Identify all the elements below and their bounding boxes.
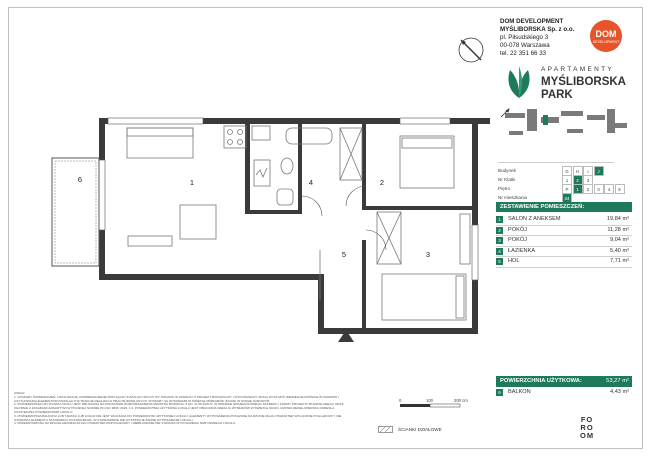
info-grid-cell: I	[583, 166, 593, 176]
room-number-1: 1	[189, 178, 195, 187]
bedroom2-wall	[362, 124, 366, 210]
compass-icon	[455, 34, 487, 66]
scale-100: 100	[426, 398, 433, 403]
info-grid-cell: 2	[583, 184, 593, 194]
room-area: 11,28 m²	[607, 226, 629, 233]
room-number-5: 5	[341, 250, 347, 259]
balcony-area: 4,43 m²	[610, 389, 629, 395]
room-row	[496, 236, 632, 246]
window-bedroom2	[400, 118, 450, 124]
burner-icon	[228, 140, 233, 145]
info-grid-cell: 3	[594, 184, 604, 194]
info-grid-cell: 34	[562, 193, 572, 203]
room-row-divider	[496, 267, 632, 268]
logo-sub: DEVELOPMENT	[592, 39, 620, 44]
room-area: 7,71 m²	[610, 258, 629, 264]
bottom-wall	[318, 328, 478, 334]
info-grid-label: Budynek	[498, 168, 516, 173]
info-grid-cell: H	[573, 166, 583, 176]
info-grid-row	[498, 175, 614, 184]
developer-name: DOM DEVELOPMENT	[500, 18, 564, 25]
foroom-line1: FO	[580, 415, 594, 424]
kitchen-sink-icon	[256, 168, 267, 177]
developer-city: 00-078 Warszawa	[500, 42, 550, 49]
kitchen-counter	[254, 160, 270, 186]
sofa-back	[127, 128, 193, 136]
door-bath	[302, 196, 322, 216]
info-grid-cell: 5	[615, 184, 625, 194]
desk	[460, 214, 470, 264]
window-bedroom3	[472, 225, 478, 280]
room-area: 9,04 m²	[610, 237, 629, 243]
room-num: 1	[496, 216, 503, 223]
room-number-4: 4	[308, 178, 314, 187]
partition-walls-label: ŚCIANKI DZIAŁOWE	[398, 427, 442, 432]
scale-200: 200 cm	[454, 398, 468, 403]
room-num: 3	[496, 237, 503, 244]
info-grid-cell: 2	[573, 175, 583, 185]
note-3: 3. POWIERZCHNIA BALKONU LUB TARASU LUB LOGGII NIE JEST WLICZANA DO POWIERZCHNI UŻYTKOWEJ LOKALU. ELEMENTY WYPOSAŻENIA POKAZANE NA RZUCIE MAJĄ CHARAKTER WYŁĄCZNIE POGLĄDOWY I NIE STANOWIĄ ELEMENTU STANDARDU WYKOŃCZENIA. W STANDARDZIE NIE WYSTĘPUJE ŻADNE WYPOSAŻENIE LOKALU.	[14, 413, 342, 422]
room-number-3: 3	[425, 250, 431, 259]
bedroom3-wall	[362, 240, 366, 328]
hall-left-wall	[318, 274, 324, 334]
developer-phone: tel. 22 351 66 33	[500, 50, 547, 57]
usable-area-value: 53,27 m²	[606, 378, 629, 384]
washbasin	[277, 189, 293, 205]
fridge	[252, 126, 270, 140]
tv-cabinet	[128, 236, 172, 246]
info-grid-label: Piętro	[498, 186, 511, 191]
developer-street: pl. Piłsudskiego 3	[500, 34, 549, 41]
usable-area-label: POWIERZCHNIA UŻYTKOWA:	[500, 378, 582, 384]
info-grid-row	[498, 184, 621, 193]
room-row	[496, 247, 632, 257]
selected-building	[543, 115, 548, 125]
room-area: 5,40 m²	[610, 247, 629, 254]
room-area: 19,84 m²	[606, 216, 629, 222]
dining-table	[180, 205, 216, 239]
info-grid-cell: G	[562, 166, 572, 176]
notes-title: UWAGI:	[14, 391, 26, 395]
notes	[14, 392, 346, 426]
logo-text: DOM	[595, 28, 617, 39]
project-name-line1: MYŚLIBORSKA	[541, 76, 626, 88]
info-grid-cell: J	[594, 166, 604, 176]
room-name: ŁAZIENKA	[508, 247, 536, 254]
room-name: SALON Z ANEKSEM	[508, 216, 561, 222]
info-grid-cell: P	[562, 184, 572, 194]
grid-divider	[498, 162, 614, 163]
bed-room2	[400, 136, 454, 188]
bedrooms-divider	[366, 206, 472, 210]
room-num: 5	[496, 258, 503, 265]
burner-icon	[238, 130, 243, 135]
balcony	[52, 158, 99, 266]
burner-icon	[238, 140, 243, 145]
info-grid-label: Nr mieszkania	[498, 195, 528, 200]
door-room3	[366, 230, 386, 250]
info-grid-cell: 1	[573, 184, 583, 194]
balcony-name: BALKON	[508, 389, 531, 395]
info-grid-label: Nr Klatki	[498, 177, 516, 182]
foroom-line2: RO	[580, 423, 594, 432]
bottom-left-wall	[99, 274, 324, 280]
site-map	[497, 103, 633, 155]
info-grid-cell: 1	[562, 175, 572, 185]
rooms-table-header: ZESTAWIENIE POMIESZCZEŃ:	[496, 202, 632, 212]
room-num: 2	[496, 227, 503, 234]
window-living	[108, 118, 203, 124]
leaf-logo-icon	[500, 62, 538, 102]
bathtub	[286, 128, 332, 144]
window-balcony	[99, 160, 105, 230]
bath-wall	[298, 124, 302, 214]
room-row	[496, 257, 632, 267]
room-name: POKÓJ	[508, 226, 527, 233]
usable-area-bar	[496, 376, 632, 387]
foroom-logo	[580, 416, 594, 440]
room-name: POKÓJ	[508, 237, 527, 243]
info-grid-cell: 3	[583, 175, 593, 185]
dom-development-logo	[590, 20, 622, 52]
scale-0: 0	[399, 398, 402, 403]
wardrobe-cross	[340, 128, 362, 180]
room-row	[496, 226, 632, 236]
pillows-room2	[402, 138, 452, 148]
note-2: 2. POWIERZCHNIA UŻYTKOWA LOKALU JEST OBLICZANA NA PODSTAWIE ROZPORZĄDZENIA MINISTRA ROZWOJU Z DN. 11.09.2020 R. W SPRAWIE SZCZEGÓŁOWEGO ZAKRESU I FORMY PROJEKTU BUDOWLANEGO ORAZ ZGODNIE Z ZASADAMI ZAWARTYMI W POLSKIEJ NORMIE PN-ISO 9836: 2022. 1.2. POWIERZCHNIA UŻYTKOWA LOKALU JEST OBLICZANA WEDŁUG WYMIARÓW W ŚWIETLE ŚCIAN. UMOWA DEWELOPERSKA OKREŚLA OSTATECZNĄ POWIERZCHNIĘ LOKALU.	[14, 402, 344, 414]
info-grid-row	[498, 166, 614, 175]
balcony-num: 6	[496, 389, 503, 396]
pillows-room3	[456, 276, 464, 318]
sofa	[127, 128, 193, 158]
bed-room3	[382, 274, 466, 320]
cooktop	[224, 126, 246, 148]
room-row	[496, 215, 632, 225]
partition-walls-swatch	[378, 426, 394, 434]
foroom-line3: OM	[580, 431, 595, 440]
note-4: 4. PRZEDSTAWIONA NA RZUCIE ARANŻACJA MA CHARAKTER PRZYKŁADOWY, UMEBLOWANIE NIE STANOWI WYPOSAŻENIA NABYWANEGO LOKALU.	[14, 421, 237, 426]
project-name-line2: PARK	[541, 89, 573, 101]
burner-icon	[228, 130, 233, 135]
room-num: 4	[496, 248, 503, 255]
developer-info	[500, 18, 574, 58]
bath-bottom-wall	[250, 210, 302, 214]
developer-company: MYŚLIBORSKA Sp. z o.o.	[500, 26, 575, 33]
room-name: HOL	[508, 258, 520, 264]
room-number-2: 2	[379, 178, 385, 187]
info-grid-row	[498, 193, 614, 202]
balcony-row	[496, 388, 632, 398]
note-1: 1. WYMIARY POMIESZCZEŃ, LOKALIZACJE, ROZMIESZCZENIE PRZYŁĄCZY INSTALACYJNYCH ITP. PODANO W OPARCIU O PROJEKT BUDOWLANY I WYKONAWCZY. MOGĄ WYSTĄPIĆ NIEWIELKIE RÓŻNICE WYMIARÓW I USYTUOWANIA ELEMENTÓW INSTALACJI W TRAKCIE REALIZACJI PRAC BUDOWLANYCH. WYMIARY SĄ WYMIARAMI W ŚWIETLE PRZEGRÓD (ŚCIAN) W STANIE SUROWYM.	[14, 394, 339, 403]
wardrobe3-cross	[377, 212, 401, 264]
toilet	[281, 158, 293, 174]
project-subtitle: APARTAMENTY	[541, 66, 614, 73]
room-number-6: 6	[77, 175, 83, 184]
info-grid-cell: 4	[604, 184, 614, 194]
